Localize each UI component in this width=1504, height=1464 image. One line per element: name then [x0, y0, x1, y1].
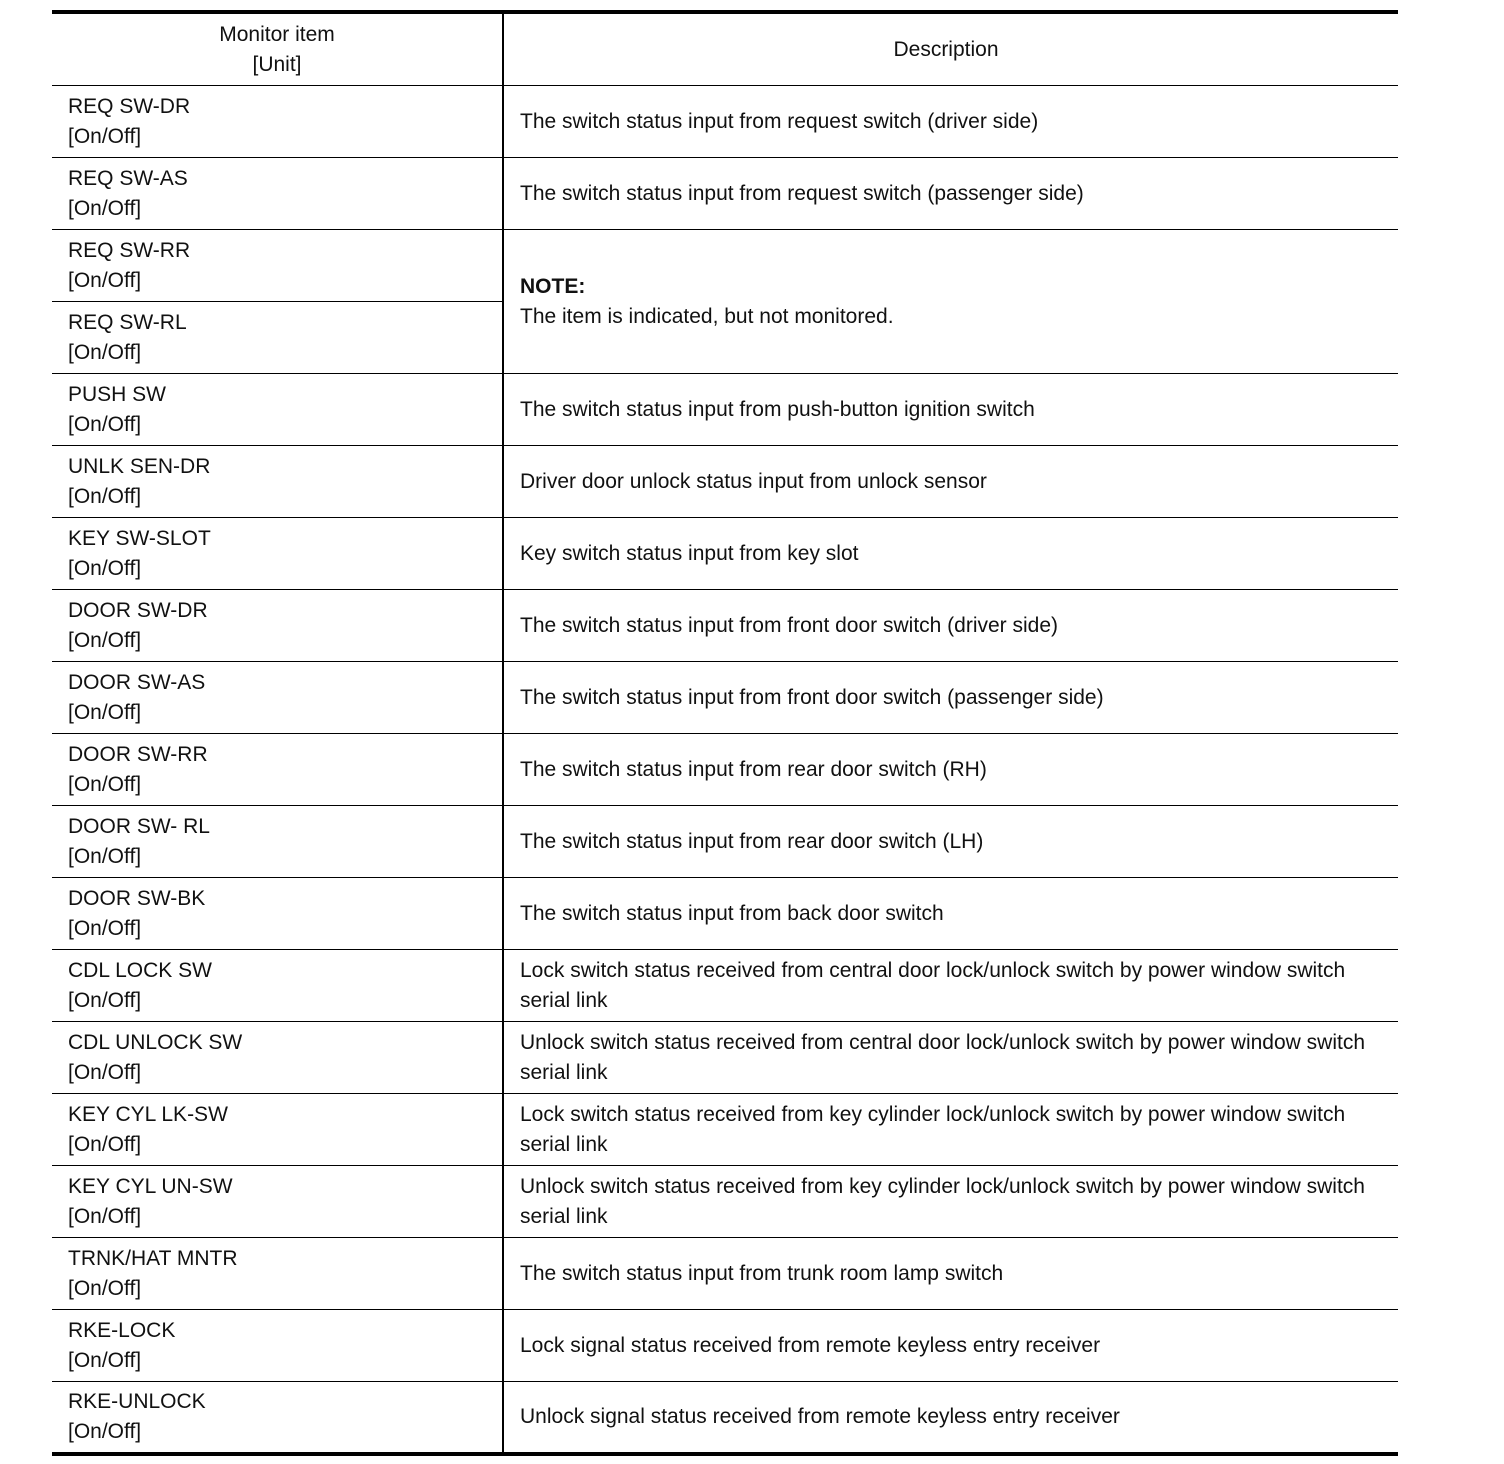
item-unit: [On/Off]: [68, 1060, 142, 1084]
item-unit: [On/Off]: [68, 1132, 142, 1156]
item-name: REQ SW-RL: [68, 310, 187, 334]
monitor-item-cell: [52, 86, 503, 158]
table-row: [52, 1022, 1398, 1094]
item-unit: [On/Off]: [68, 484, 142, 508]
monitor-item-cell: [52, 878, 503, 950]
description-cell: Driver door unlock status input from unlock sensor: [503, 446, 1398, 518]
monitor-item-cell: [52, 1094, 503, 1166]
monitor-item-cell: [52, 590, 503, 662]
item-name: DOOR SW-BK: [68, 886, 206, 910]
table-row: [52, 446, 1398, 518]
description-cell: The switch status input from back door switch: [503, 878, 1398, 950]
monitor-item-cell: [52, 1022, 503, 1094]
item-name: CDL UNLOCK SW: [68, 1030, 243, 1054]
item-name: KEY SW-SLOT: [68, 526, 211, 550]
item-unit: [On/Off]: [68, 988, 142, 1012]
description-cell: The switch status input from push-button ignition switch: [503, 374, 1398, 446]
item-unit: [On/Off]: [68, 700, 142, 724]
description-cell: The switch status input from trunk room lamp switch: [503, 1238, 1398, 1310]
item-name: RKE-UNLOCK: [68, 1389, 206, 1413]
table-row: [52, 230, 1398, 302]
item-name: DOOR SW-AS: [68, 670, 206, 694]
item-unit: [On/Off]: [68, 556, 142, 580]
description-cell: The switch status input from rear door switch (LH): [503, 806, 1398, 878]
table-header-row: [52, 12, 1398, 86]
monitor-item-cell: [52, 1238, 503, 1310]
description-cell: Lock signal status received from remote keyless entry receiver: [503, 1310, 1398, 1382]
table-row: [52, 86, 1398, 158]
description-cell: The switch status input from front door switch (driver side): [503, 590, 1398, 662]
description-cell: Unlock switch status received from key cylinder lock/unlock switch by power window switch serial link: [503, 1166, 1398, 1238]
description-cell: Lock switch status received from central door lock/unlock switch by power window switch serial link: [503, 950, 1398, 1022]
item-name: RKE-LOCK: [68, 1318, 176, 1342]
monitor-item-cell: [52, 230, 503, 302]
monitor-item-cell: [52, 950, 503, 1022]
monitor-item-cell: [52, 1166, 503, 1238]
item-name: PUSH SW: [68, 382, 167, 406]
item-name: DOOR SW- RL: [68, 814, 210, 838]
item-unit: [On/Off]: [68, 1348, 142, 1372]
item-name: TRNK/HAT MNTR: [68, 1246, 238, 1270]
item-name: REQ SW-RR: [68, 238, 191, 262]
monitor-item-cell: [52, 1310, 503, 1382]
monitor-item-cell: [52, 662, 503, 734]
description-cell: The switch status input from request switch (driver side): [503, 86, 1398, 158]
monitor-item-cell: [52, 806, 503, 878]
description-cell: The switch status input from front door switch (passenger side): [503, 662, 1398, 734]
item-unit: [On/Off]: [68, 628, 142, 652]
table-row: [52, 662, 1398, 734]
description-cell: The switch status input from rear door switch (RH): [503, 734, 1398, 806]
table-row: [52, 374, 1398, 446]
item-unit: [On/Off]: [68, 196, 142, 220]
monitor-item-cell: [52, 302, 503, 374]
header-monitor-item-label: Monitor item: [219, 22, 335, 46]
monitor-item-cell: [52, 158, 503, 230]
item-unit: [On/Off]: [68, 1419, 142, 1443]
item-unit: [On/Off]: [68, 772, 142, 796]
item-name: CDL LOCK SW: [68, 958, 212, 982]
description-cell: Unlock switch status received from central door lock/unlock switch by power window switch serial link: [503, 1022, 1398, 1094]
item-unit: [On/Off]: [68, 1276, 142, 1300]
table-row: [52, 806, 1398, 878]
item-unit: [On/Off]: [68, 1204, 142, 1228]
item-unit: [On/Off]: [68, 268, 142, 292]
header-description: Description: [503, 12, 1398, 86]
item-name: REQ SW-AS: [68, 166, 188, 190]
item-name: UNLK SEN-DR: [68, 454, 211, 478]
item-unit: [On/Off]: [68, 340, 142, 364]
header-unit-label: [Unit]: [252, 52, 302, 76]
header-monitor-item: [52, 12, 503, 86]
item-unit: [On/Off]: [68, 412, 142, 436]
description-cell: Key switch status input from key slot: [503, 518, 1398, 590]
table-row: [52, 590, 1398, 662]
item-name: KEY CYL LK-SW: [68, 1102, 228, 1126]
item-unit: [On/Off]: [68, 916, 142, 940]
table-row: [52, 1094, 1398, 1166]
monitor-item-cell: [52, 446, 503, 518]
table-row: [52, 878, 1398, 950]
table-row: [52, 1310, 1398, 1382]
description-cell: Unlock signal status received from remote keyless entry receiver: [503, 1382, 1398, 1454]
table-row: [52, 950, 1398, 1022]
table-row: [52, 1382, 1398, 1454]
note-text: The item is indicated, but not monitored.: [520, 304, 894, 328]
table-row: [52, 1166, 1398, 1238]
monitor-item-cell: [52, 1382, 503, 1454]
monitor-item-cell: [52, 518, 503, 590]
monitor-item-cell: [52, 734, 503, 806]
description-cell: The switch status input from request switch (passenger side): [503, 158, 1398, 230]
table-row: [52, 518, 1398, 590]
item-name: DOOR SW-DR: [68, 598, 208, 622]
item-unit: [On/Off]: [68, 124, 142, 148]
table-row: [52, 734, 1398, 806]
note-cell: [503, 230, 1398, 374]
description-cell: Lock switch status received from key cylinder lock/unlock switch by power window switch serial link: [503, 1094, 1398, 1166]
item-name: KEY CYL UN-SW: [68, 1174, 233, 1198]
item-name: DOOR SW-RR: [68, 742, 208, 766]
note-heading: NOTE:: [520, 274, 586, 298]
monitor-item-table: [52, 10, 1398, 1456]
table-row: [52, 158, 1398, 230]
item-name: REQ SW-DR: [68, 94, 191, 118]
item-unit: [On/Off]: [68, 844, 142, 868]
monitor-item-cell: [52, 374, 503, 446]
table-row: [52, 1238, 1398, 1310]
